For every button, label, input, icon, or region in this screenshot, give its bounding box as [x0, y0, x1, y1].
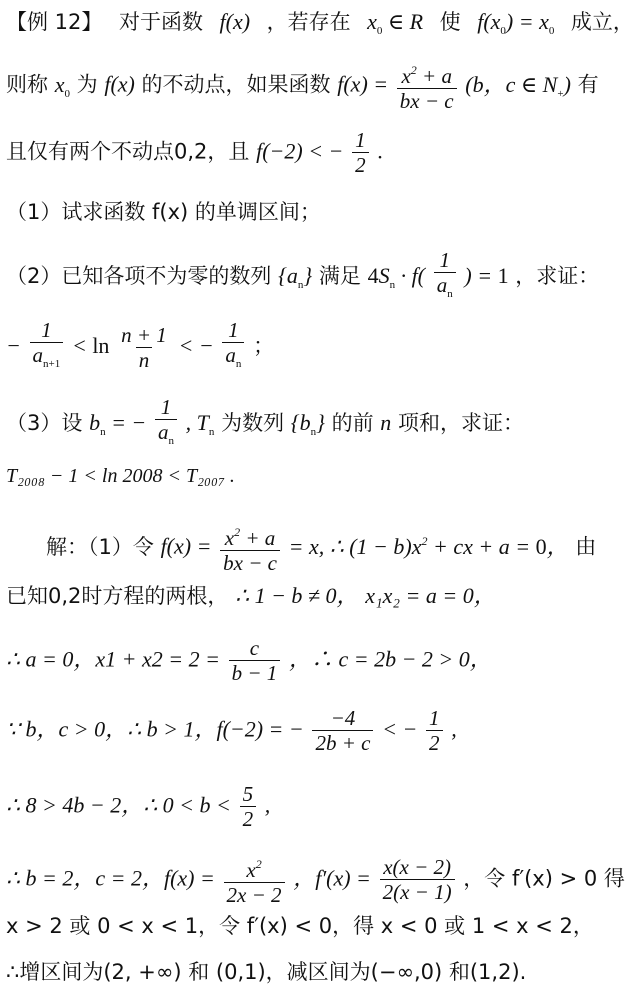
text-1c: 使	[439, 10, 461, 34]
example-label: 【例 12】	[6, 10, 103, 34]
fraction-half-2: $\frac{1}{2}$	[426, 706, 443, 755]
question-2: （2）已知各项不为零的数列 $\{a_n\}$ 满足 $4S_n \cdot f$( $\frac{1}{a_n}$ ) = 1 ，求证：	[6, 248, 634, 306]
solution-line-8: ∴增区间为(2, +∞) 和 (0,1)，减区间为(−∞,0) 和(1,2).	[6, 960, 527, 984]
text-2b: 为	[76, 72, 98, 97]
fraction-1-an: $\frac{1}{a_n}$	[434, 248, 456, 306]
question-1: （1）试求函数 f(x) 的单调区间；	[6, 200, 321, 224]
text-1a: 对于函数	[118, 10, 203, 34]
fraction-5-2: $\frac{5}{2}$	[240, 782, 257, 831]
solution-line-5: ∴ 8 > 4b − 2，∴ 0 < b < $\frac{5}{2}$ ,	[6, 782, 271, 831]
math-fixed-point-eq: $f(x_0) = x_0$	[477, 9, 555, 37]
math-fx-2: f(x)	[104, 71, 135, 97]
solution-line-4: ∵ b，c > 0，∴ b > 1，f(−2) = − $\frac{-4}{2b + c}$ < − $\frac{1}{2}$ ,	[6, 706, 457, 755]
text-2a: 则称	[6, 72, 48, 97]
solution-line-6: ∴ b = 2，c = 2，f(x) = $\frac{x^2}{2x - 2}$ ，f′(x) = $\frac{x(x - 2)}{2(x - 1)}$ ，令 f′(x) > 0 得	[6, 852, 634, 907]
math-f-neg2: f(−2) < −	[256, 138, 344, 164]
text-2c: 的不动点，如果函数	[141, 72, 331, 97]
fraction-n1-n: $\frac{n + 1}{n}$	[121, 322, 167, 372]
text-2d: 有	[577, 72, 599, 97]
problem-line-2	[6, 58, 634, 113]
math-fx: f(x)	[219, 9, 251, 34]
fraction-1-an-b: $\frac{1}{a_n}$	[222, 318, 244, 376]
fraction-c-b1: $\frac{c}{b - 1}$	[229, 636, 281, 685]
question-2-inequality: − $\frac{1}{a_{n+1}}$ < ln $\frac{n + 1}{n}$ < − $\frac{1}{a_n}$ ；	[6, 318, 634, 376]
math-x0-in-r: $x_0$ ∈ R	[367, 9, 424, 37]
question-3-claim: T₂₀₀₈ − 1 < ln 2008 < T₂₀₀₇ .	[6, 465, 235, 487]
math-bc-cond: (b，c ∈ $N_+$)	[465, 71, 571, 100]
fraction-bn: $\frac{1}{a_n}$	[155, 395, 177, 453]
solution-line-7: x > 2 或 0 < x < 1，令 f′(x) < 0，得 x < 0 或 1 < x < 2，	[6, 914, 594, 938]
math-4sn: $4S_n \cdot f$(	[367, 263, 426, 291]
solution-line-2: 已知0,2时方程的两根， ∴ 1 − b ≠ 0， x₁x₂ = a = 0，	[6, 583, 496, 608]
math-an-set: $\{a_n\}$	[278, 263, 313, 291]
problem-line-3: 且仅有两个不动点0,2，且 f(−2) < − $\frac{1}{2}$ .	[6, 128, 383, 177]
fraction-sol-fx: $\frac{x^2 + a}{bx - c}$	[220, 520, 280, 575]
text-3a: 且仅有两个不动点0,2，且	[6, 139, 250, 164]
text-1d: 成立，	[570, 10, 634, 34]
fraction-neg4: $\frac{-4}{2b + c}$	[312, 706, 373, 755]
math-fx-def: f(x) =	[337, 71, 389, 97]
fraction-fx: $\frac{x^2 + a}{bx - c}$	[397, 58, 457, 113]
fraction-x2: $\frac{x^2}{2x - 2}$	[224, 852, 285, 907]
text-1b: ，若存在	[266, 10, 351, 34]
problem-line-1	[6, 8, 634, 45]
math-x0: $x_0$	[54, 71, 70, 100]
solution-line-1: 解：（1）令 f(x) = $\frac{x^2 + a}{bx - c}$ = x, ∴ $(1 - b)x^2$ + cx + a = 0， 由	[6, 520, 634, 575]
fraction-half: $\frac{1}{2}$	[352, 128, 369, 177]
solution-line-3: ∴ a = 0，x1 + x2 = 2 = $\frac{c}{b - 1}$ ，∴ c = 2b − 2 > 0，	[6, 636, 492, 685]
question-3: （3）设 $b_n$ = − $\frac{1}{a_n}$ , $T_n$ 为数列 $\{b_n\}$ 的前 n 项和，求证：	[6, 395, 634, 453]
fraction-derivative: $\frac{x(x - 2)}{2(x - 1)}$	[380, 855, 455, 904]
fraction-1-an1: $\frac{1}{a_{n+1}}$	[30, 318, 64, 376]
